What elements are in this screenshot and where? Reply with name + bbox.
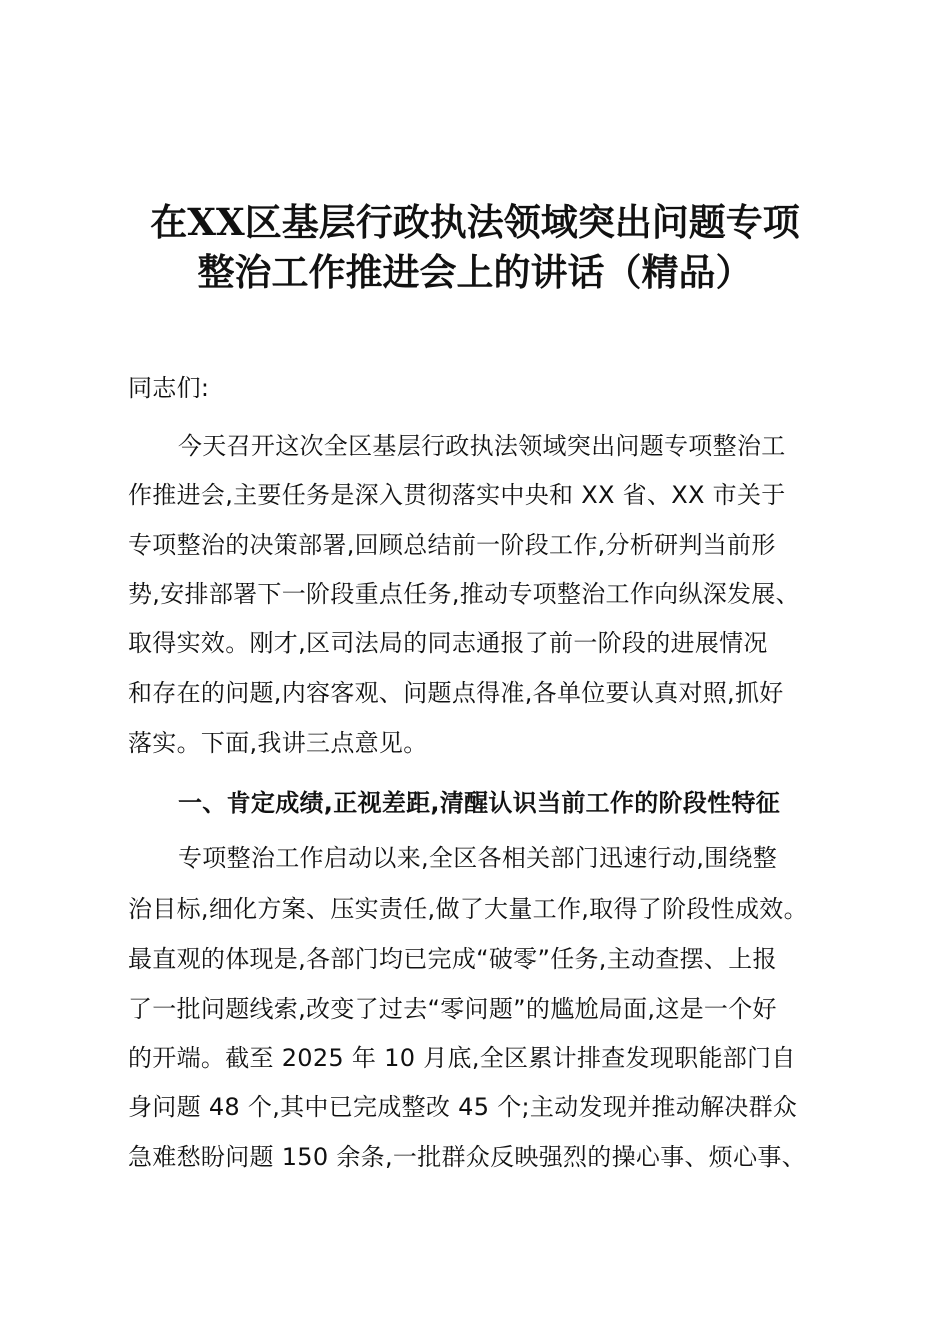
paragraph-1-line: 取得实效。刚才,区司法局的同志通报了前一阶段的进展情况 bbox=[128, 629, 768, 657]
paragraph-2-line: 的开端。截至 2025 年 10 月底,全区累计排查发现职能部门自 bbox=[128, 1044, 796, 1072]
paragraph-1-line: 势,安排部署下一阶段重点任务,推动专项整治工作向纵深发展、 bbox=[128, 580, 800, 608]
paragraph-2-line: 治目标,细化方案、压实责任,做了大量工作,取得了阶段性成效。 bbox=[128, 895, 808, 923]
salutation: 同志们: bbox=[128, 374, 210, 402]
paragraph-1-line: 落实。下面,我讲三点意见。 bbox=[128, 729, 428, 757]
paragraph-1-line: 今天召开这次全区基层行政执法领域突出问题专项整治工 bbox=[178, 432, 786, 460]
paragraph-1-line: 作推进会,主要任务是深入贯彻落实中央和 XX 省、XX 市关于 bbox=[128, 481, 786, 509]
document-title-line-1: 在XX区基层行政执法领域突出问题专项 bbox=[150, 200, 800, 244]
section-heading-1: 一、肯定成绩,正视差距,清醒认识当前工作的阶段性特征 bbox=[178, 789, 781, 817]
paragraph-1-line: 专项整治的决策部署,回顾总结前一阶段工作,分析研判当前形 bbox=[128, 531, 776, 559]
paragraph-2-line: 最直观的体现是,各部门均已完成“破零”任务,主动查摆、上报 bbox=[128, 945, 777, 973]
paragraph-1-line: 和存在的问题,内容客观、问题点得准,各单位要认真对照,抓好 bbox=[128, 679, 784, 707]
document-title-line-2: 整治工作推进会上的讲话（精品） bbox=[197, 250, 753, 294]
paragraph-2-line: 身问题 48 个,其中已完成整改 45 个;主动发现并推动解决群众 bbox=[128, 1093, 798, 1121]
paragraph-2-line: 专项整治工作启动以来,全区各相关部门迅速行动,围绕整 bbox=[178, 844, 778, 872]
paragraph-2-line: 了一批问题线索,改变了过去“零问题”的尴尬局面,这是一个好 bbox=[128, 995, 777, 1023]
paragraph-2-line: 急难愁盼问题 150 余条,一批群众反映强烈的操心事、烦心事、 bbox=[128, 1143, 806, 1171]
